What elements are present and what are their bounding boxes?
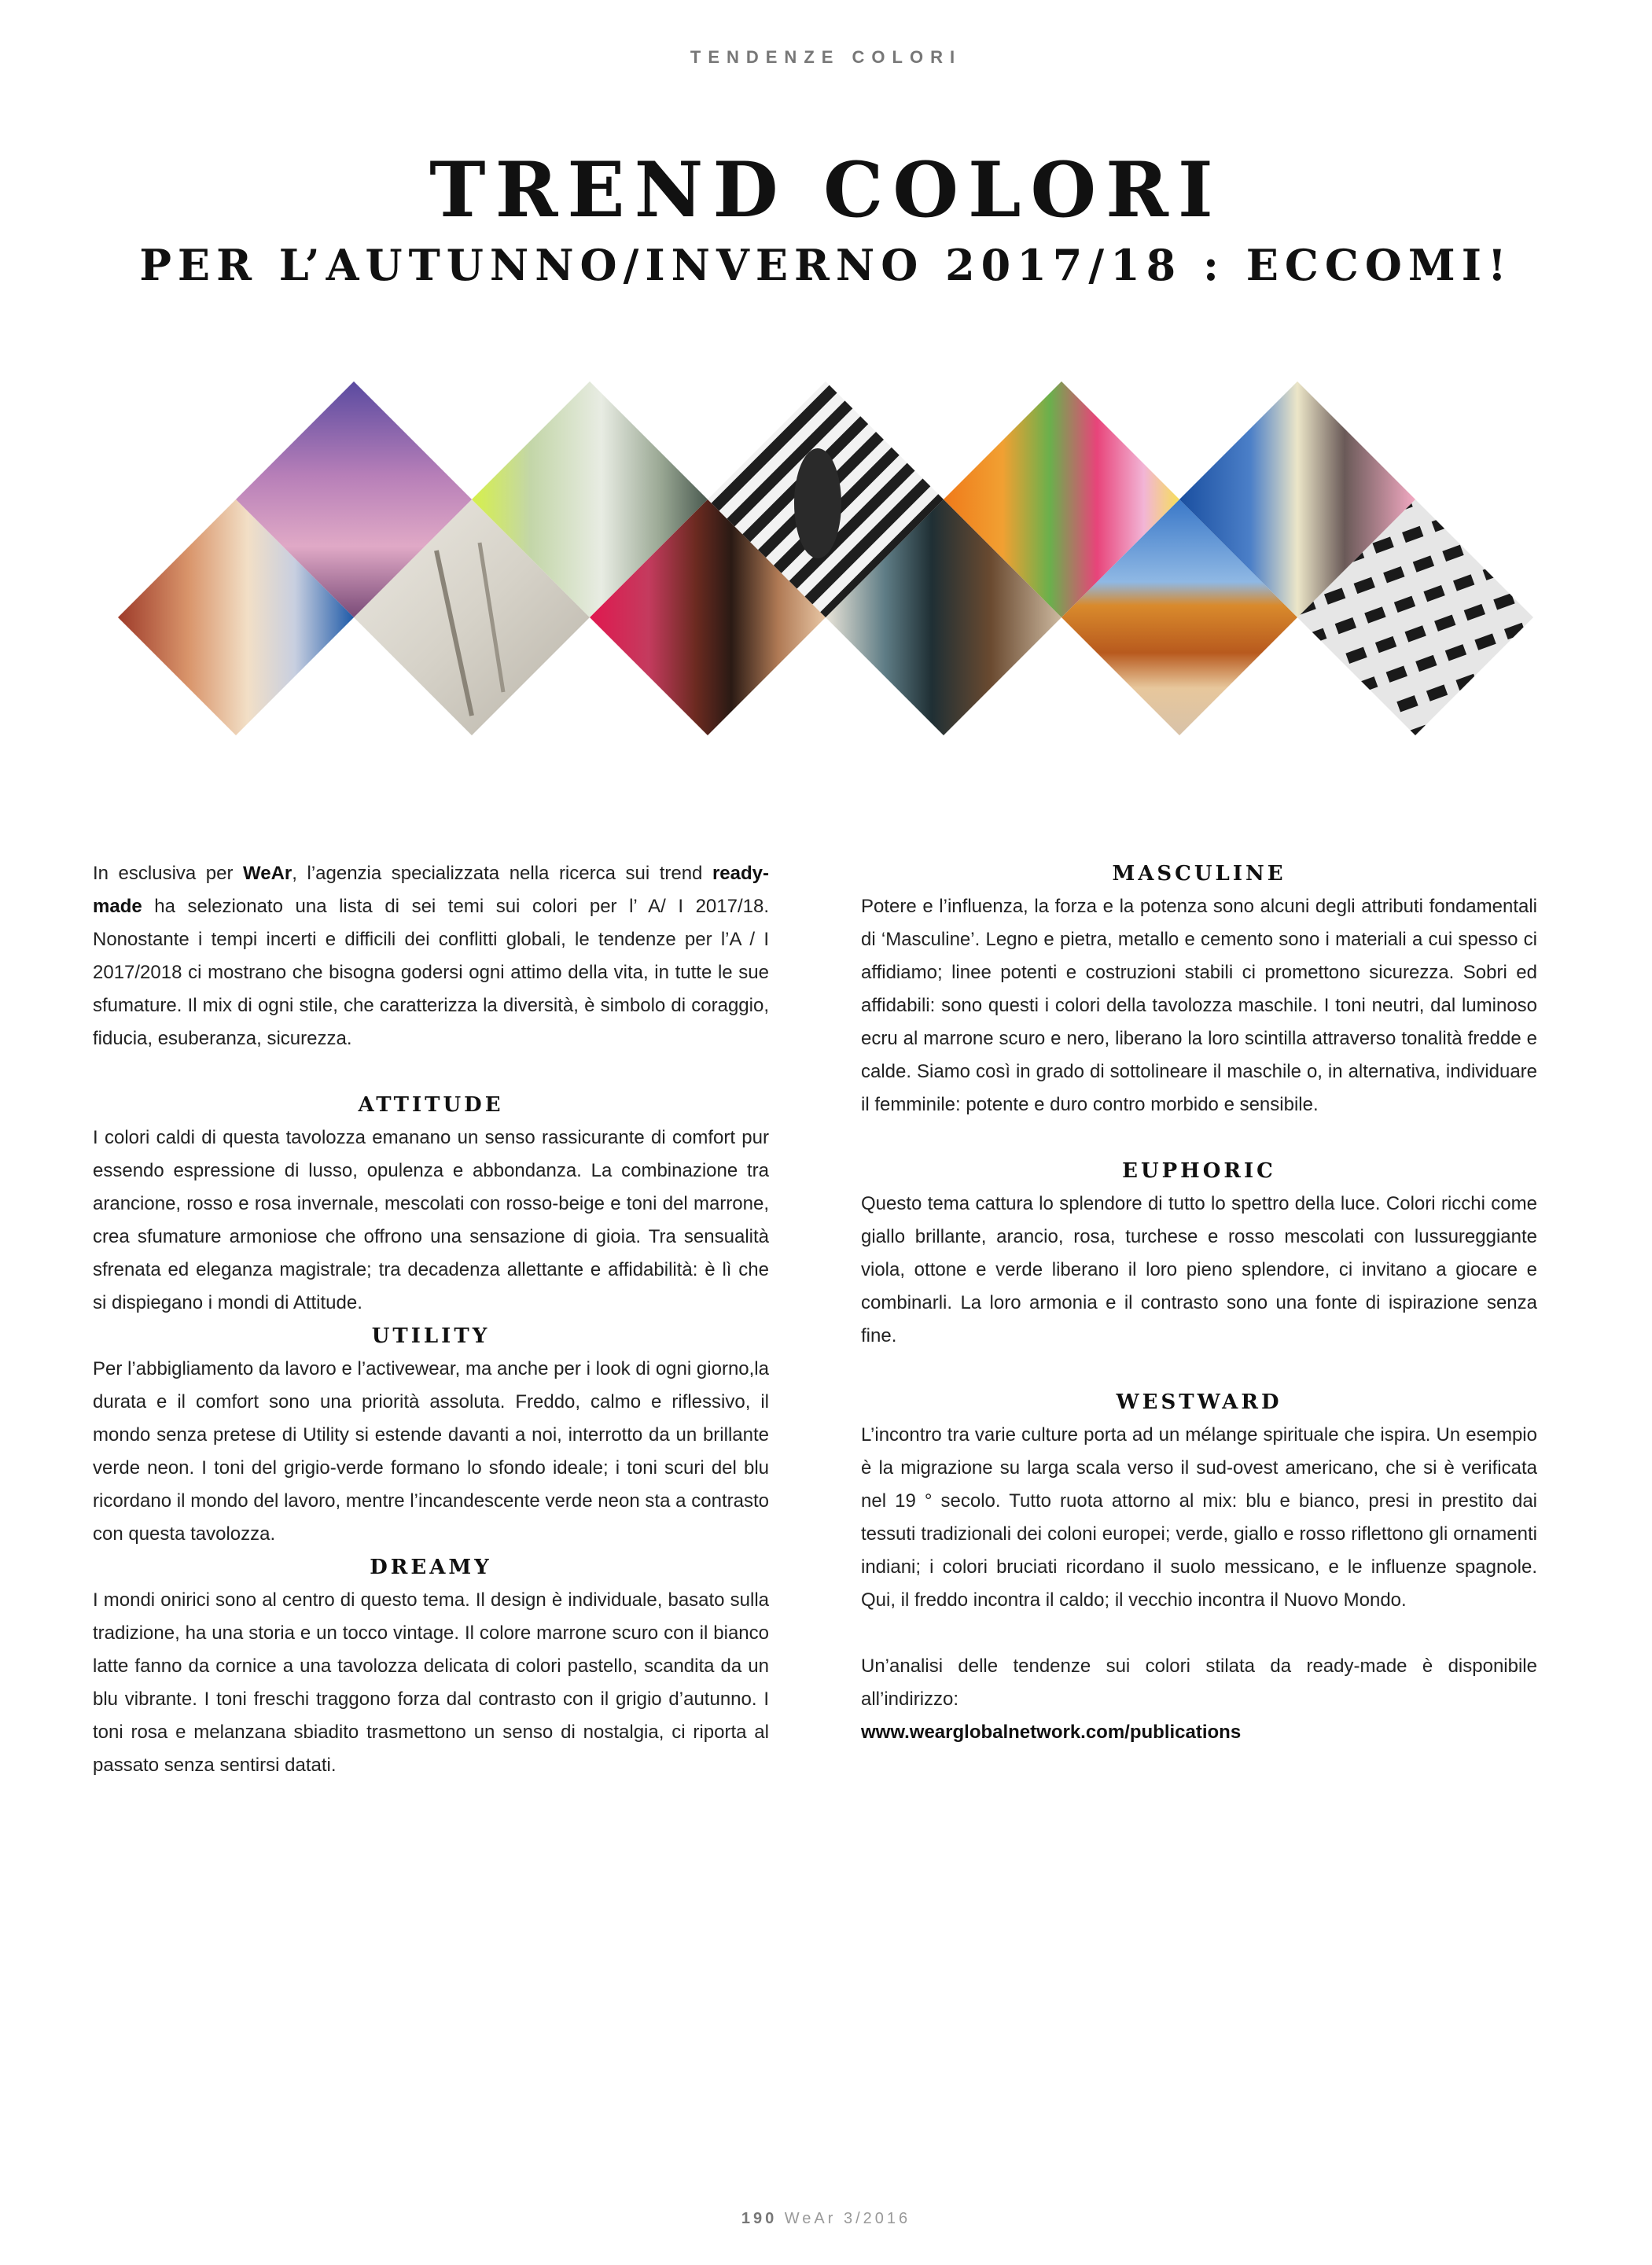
page-number: 190 — [741, 2210, 778, 2227]
heading-masculine: MASCULINE — [1112, 862, 1286, 886]
intro-text-start: In esclusiva per — [93, 863, 244, 884]
intro-paragraph — [93, 857, 769, 1055]
paragraph-dreamy: I mondi onirici sono al centro di questo tema. Il design è individuale, basato sulla tradizione, ha una storia e un tocco vintage. Il colore marrone scuro con il bianco latte fanno da cornice a una tavolozza delicata di colori pastello, scandita da un blu vibrante. I toni freschi traggono forza dal contrasto con il grigio d’autunno. I toni rosa e melanzana sbiadito trasmettono un senso di nostalgia, ci riporta al passato senza sentirsi datati. — [93, 1589, 769, 1776]
paragraph-masculine: Potere e l’influenza, la forza e la potenza sono alcuni degli attributi fondamentali di ‘Masculine’. Legno e pietra, metallo e cemento sono i materiali a cui spesso ci affidiamo; linee potenti e costruzioni stabili ci promettono sicurezza. Sobri ed affidabili: sono questi i colori della tavolozza maschile. I toni neutri, dal luminoso ecru al marrone scuro e nero, liberano la loro scintilla attraverso tonalità fredde e calde. Siamo così in grado di sottolineare il maschile o, in alternativa, individuare il femminile: potente e duro contro morbido e sensibile. — [861, 896, 1537, 1115]
figure-silhouette — [794, 448, 841, 558]
page-footer — [0, 2210, 1652, 2228]
paragraph-utility: Per l’abbigliamento da lavoro e l’activewear, ma anche per i look di ogni giorno,la durata e il comfort sono una priorità assoluta. Freddo, calmo e riflessivo, il mondo senza pretese di Utility si estende davanti a noi, interrotto da un brillante verde neon. I toni del grigio-verde formano lo sfondo ideale; i toni scuri del blu ricordano il mondo del lavoro, mentre l’incandescente verde neon sta a contrasto con questa tavolozza. — [93, 1358, 769, 1545]
right-column — [861, 857, 1537, 1749]
brand-name: WeAr — [243, 863, 293, 884]
heading-dreamy: DREAMY — [370, 1556, 492, 1579]
closing-paragraph — [861, 1650, 1537, 1749]
paragraph-westward: L’incontro tra varie culture porta ad un mélange spirituale che ispira. Un esempio è la migrazione su larga scala verso il sud-ovest americano, che si è verificata nel 19 ° secolo. Tutto ruota attorno al mix: blu e bianco, presi in prestito dai tessuti tradizionali dei coloni europei; verde, giallo e rosso riflettono gli ornamenti indiani; i colori bruciati ricordano il suolo messicano, e le influenze spagnole. Qui, il freddo incontra il caldo; il vecchio incontra il Nuovo Mondo. — [861, 1424, 1537, 1611]
heading-utility: UTILITY — [371, 1324, 491, 1348]
running-head: TENDENZE COLORI — [690, 47, 962, 67]
color-tile-band — [0, 378, 1652, 739]
paragraph-attitude: I colori caldi di questa tavolozza emanano un senso rassicurante di comfort pur essendo espressione di lusso, opulenza e abbondanza. La combinazione tra arancione, rosso e rosa invernale, mescolati con rosso-beige e toni del marrone, crea sfumature armoniose che offrono una sensazione di gioia. Tra sensualità sfrenata ed eleganza magistrale; tra decadenza allettante e affidabilità: è lì che si dispiegano i mondi di Attitude. — [93, 1127, 769, 1313]
heading-euphoric: EUPHORIC — [1122, 1159, 1276, 1183]
heading-attitude: ATTITUDE — [358, 1093, 504, 1117]
page-subtitle: PER L’AUTUNNO/INVERNO 2017/18 : ECCOMI! — [139, 240, 1513, 290]
intro-text-middle: , l’agenzia specializzata nella ricerca sui trend — [292, 863, 712, 884]
left-column — [93, 857, 769, 1782]
agency-name: ready-made — [93, 863, 769, 917]
intro-text-end: ha selezionato una lista di sei temi sui colori per l’ A/ I 2017/18. Nonostante i tempi incerti e difficili dei conflitti globali, le tendenze per l’A / I 2017/2018 ci mostrano che bisogna godersi ogni attimo della vita, in tutte le sue sfumature. Il mix di ogni stile, che caratterizza la diversità, è simbolo di coraggio, fiducia, esuberanza, sicurezza. — [93, 896, 769, 1049]
publications-link[interactable]: www.wearglobalnetwork.com/publications — [861, 1722, 1242, 1743]
paragraph-euphoric: Questo tema cattura lo splendore di tutto lo spettro della luce. Colori ricchi come giallo brillante, arancio, rosa, turchese e rosso mescolati con lussureggiante viola, ottone e verde liberano il loro pieno splendore, ci invitano a giocare e combinarli. La loro armonia e il contrasto sono una fonte di ispirazione senza fine. — [861, 1193, 1537, 1346]
closing-text: Un’analisi delle tendenze sui colori stilata da ready-made è disponibile all’indirizzo: — [861, 1655, 1537, 1710]
page-title: TREND COLORI — [429, 145, 1223, 234]
issue-label: WeAr 3/2016 — [784, 2210, 911, 2227]
heading-westward: WESTWARD — [1116, 1390, 1282, 1414]
